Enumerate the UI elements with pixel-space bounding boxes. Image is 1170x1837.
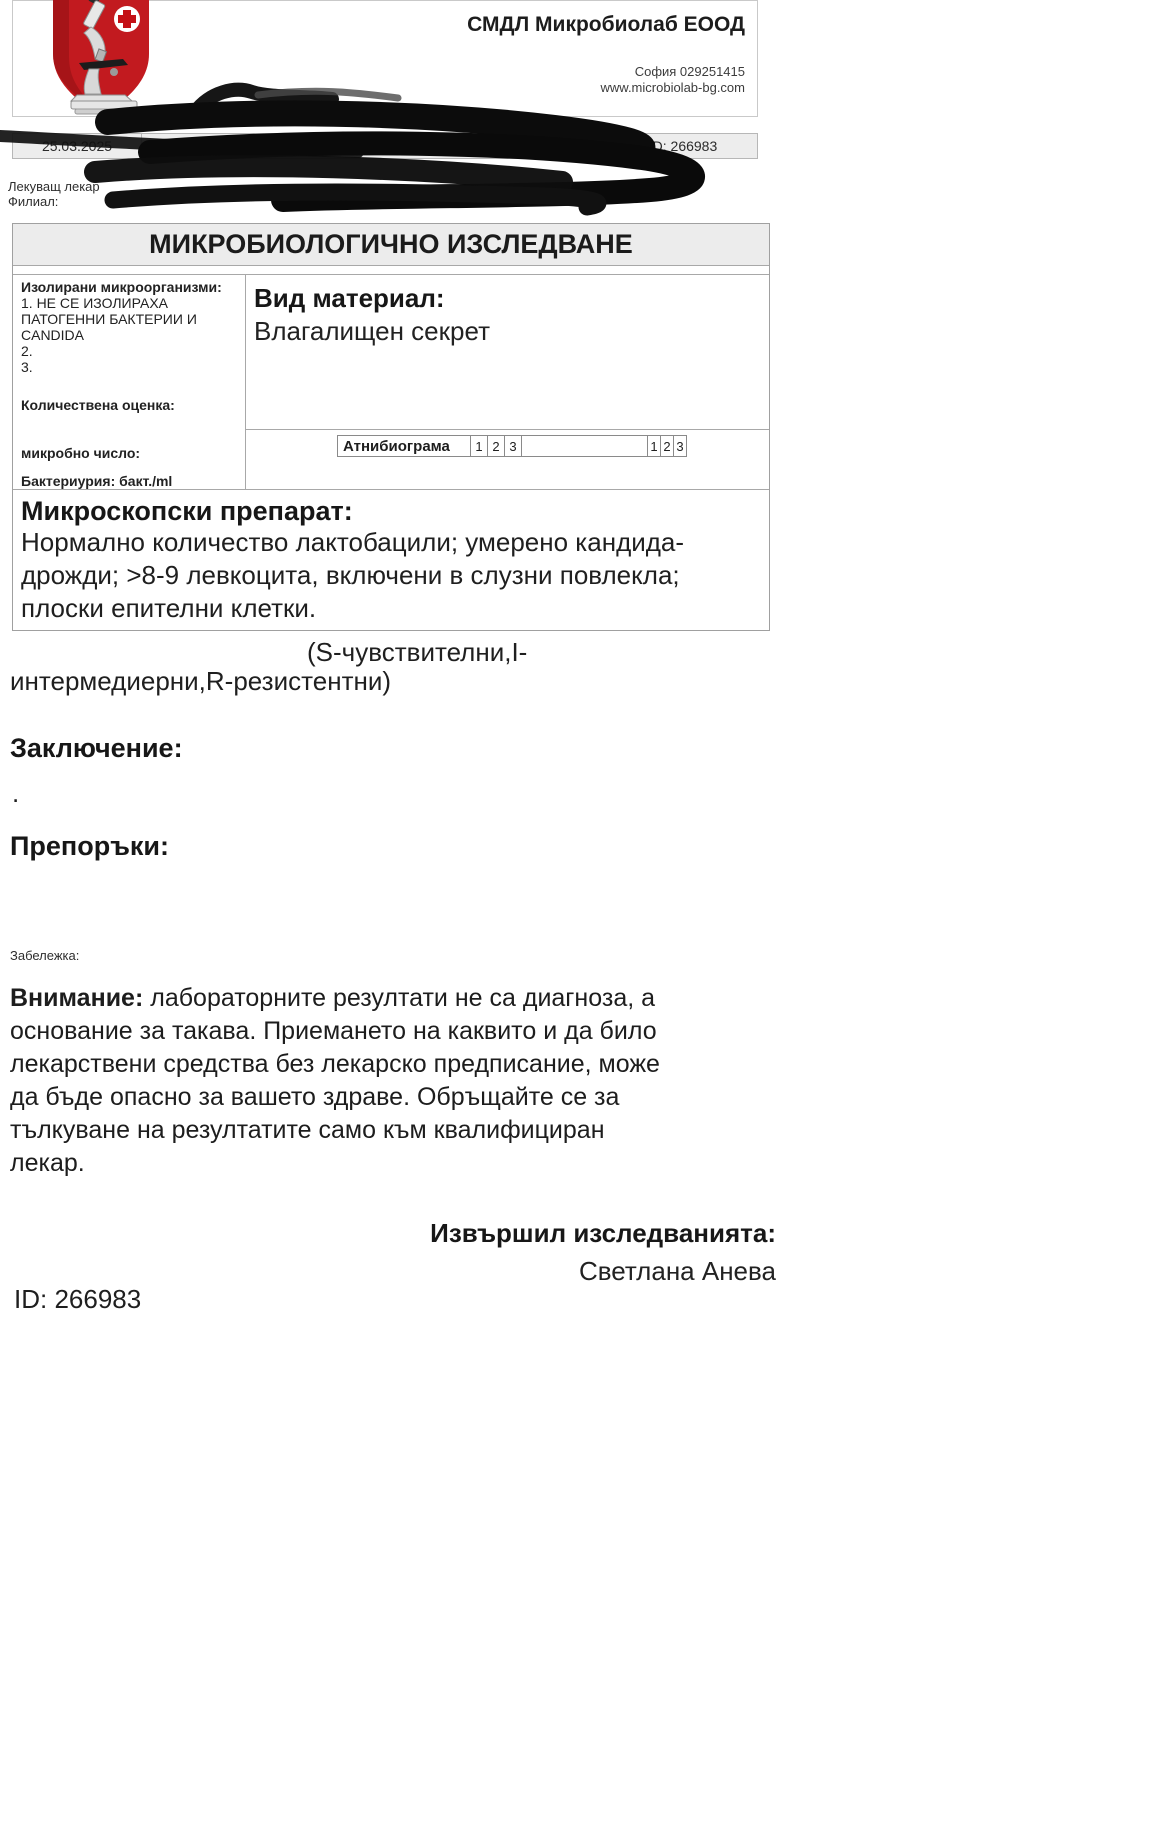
antibiogram-empty-cell [522,435,648,457]
company-website: www.microbiolab-bg.com [600,80,745,95]
footer-id: ID: 266983 [14,1284,142,1314]
material-label: Вид материал: [254,283,445,313]
exam-table-title: МИКРОБИОЛОГИЧНО ИЗСЛЕДВАНЕ [13,224,769,266]
company-name: СМДЛ Микробиолаб ЕООД [467,13,745,36]
sensitivity-legend-line2: интермедиерни,R-резистентни) [10,666,392,696]
microbiolab-shield-logo [49,0,153,118]
header-box [12,0,758,117]
antibiogram-col: 3 [674,435,687,457]
quantitative-label: Количествена оценка: [21,397,175,413]
branch-label: Филиал: [8,194,59,209]
material-value: Влагалищен секрет [254,316,490,346]
warning-line: лабораторните резултати не са диагноза, а [143,984,656,1012]
sensitivity-legend-line1: (S-чувствителни,I- [307,637,528,667]
conclusion-value: . [12,778,20,808]
organism-item-2: 2. [21,343,33,359]
antibiogram-col: 3 [505,435,522,457]
warning-line: лекар. [10,1149,85,1177]
warning-line: тълкуване на резултатите само към квалифициран [10,1116,605,1144]
organism-item-1-line3: CANDIDA [21,327,85,343]
microbial-count-label: микробно число: [21,445,141,461]
material-cell [246,275,769,489]
performed-by-label: Извършил изследванията: [430,1218,776,1248]
organism-item-1-line1: 1. НЕ СЕ ИЗОЛИРАХА [21,295,168,311]
antibiogram-col: 2 [661,435,674,457]
performed-by-name: Светлана Анева [578,1256,776,1286]
organism-item-1-line2: ПАТОГЕННИ БАКТЕРИИ И [21,311,197,327]
company-phone: София 029251415 [634,64,745,79]
performed-by-block [300,1218,776,1287]
isolated-organisms-label: Изолирани микроорганизми: [21,279,222,295]
meta-labels [8,179,100,209]
patient-id-badge: ID: 266983 [608,133,758,159]
antibiogram-row [246,430,769,457]
patient-id-row [12,133,758,159]
conclusion-label: Заключение: [10,733,183,763]
warning-line: лекарствени средства без лекарско предписание, може [10,1050,660,1078]
isolated-organisms-cell [13,275,246,489]
antibiogram-col: 1 [471,435,488,457]
microscopy-line: Нормално количество лактобацили; умерено кандида- [21,527,685,557]
microscopy-section [13,489,769,630]
exam-table [12,223,770,631]
microscopy-line: дрожди; >8-9 левкоцита, включени в слузни повлекла; [21,560,680,590]
exam-table-spacer [13,266,769,275]
microscopy-line: плоски епителни клетки. [21,593,317,623]
bacteriuria-label: Бактериурия: бакт./ml [21,473,173,489]
patient-name-cell-redacted [142,133,608,159]
note-label: Забележка: [10,948,80,963]
exam-date: 25.03.2025 [12,133,142,159]
warning-line: основание за такава. Приемането на каквито и да било [10,1017,657,1045]
antibiogram-col: 1 [648,435,661,457]
doctor-label: Лекуващ лекар [8,179,100,194]
recommendations-label: Препоръки: [10,831,169,861]
microscopy-label: Микроскопски препарат: [21,496,353,526]
warning-paragraph [10,982,660,1180]
warning-line: да бъде опасно за вашето здраве. Обръщайте се за [10,1083,620,1111]
antibiogram-col: 2 [488,435,505,457]
company-block [467,13,745,96]
warning-label: Внимание: [10,984,144,1012]
organism-item-3: 3. [21,359,33,375]
antibiogram-label: Атнибиограма [337,435,471,457]
